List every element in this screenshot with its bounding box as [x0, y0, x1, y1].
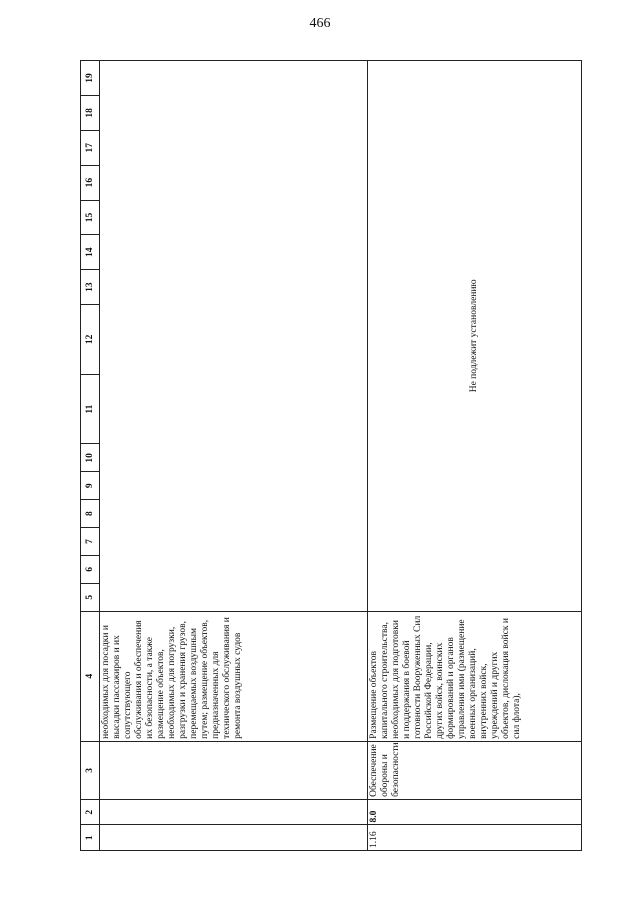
col-header-4: 4	[81, 611, 100, 741]
cell-params-empty	[100, 61, 368, 612]
col-header-17: 17	[81, 130, 100, 165]
header-row	[81, 61, 100, 851]
col-header-12: 12	[81, 305, 100, 375]
col-header-13: 13	[81, 270, 100, 305]
page-number: 466	[309, 16, 331, 31]
col-header-16: 16	[81, 165, 100, 200]
col-header-3: 3	[81, 741, 100, 799]
cell-num	[100, 825, 368, 851]
table-row-continuation	[100, 61, 368, 851]
cell-description: необходимых для посадки и высадки пассажиров и их сопутствующего обслуживания и обеспечения их безопасности, а также размещение объектов, необходимых для погрузки, разгрузки и хранения грузов, перемещаемых воздушным путем; размещение объектов, предназначенных для технического обслуживания и ремонта воздушных судов	[100, 611, 368, 741]
cell-code	[100, 799, 368, 825]
col-header-2: 2	[81, 799, 100, 825]
cell-name: Обеспечение обороны и безопасности	[368, 741, 582, 799]
col-header-18: 18	[81, 96, 100, 131]
rotated-table-frame	[80, 60, 582, 851]
col-header-6: 6	[81, 555, 100, 583]
col-header-7: 7	[81, 528, 100, 556]
col-header-8: 8	[81, 500, 100, 528]
col-header-5: 5	[81, 583, 100, 611]
cell-num: 1.16	[368, 825, 582, 851]
cell-name	[100, 741, 368, 799]
cell-code: 8.0	[368, 799, 582, 825]
col-header-19: 19	[81, 61, 100, 96]
regulations-table	[80, 60, 582, 851]
col-header-1: 1	[81, 825, 100, 851]
col-header-10: 10	[81, 444, 100, 472]
col-header-14: 14	[81, 235, 100, 270]
cell-description: Размещение объектов капитального строительства, необходимых для подготовки и поддержания в боевой готовности Вооруженных Сил Российской Федерации, других войск, воинских формирований и органов управления ими (размещение военных организаций, внутренних войск, учреждений и других объектов, дислокация войск и сил флота),	[368, 611, 582, 741]
col-header-15: 15	[81, 200, 100, 235]
table-row-1-16	[368, 61, 582, 851]
col-header-9: 9	[81, 472, 100, 500]
cell-not-established: Не подлежит установлению	[368, 61, 582, 612]
col-header-11: 11	[81, 374, 100, 444]
